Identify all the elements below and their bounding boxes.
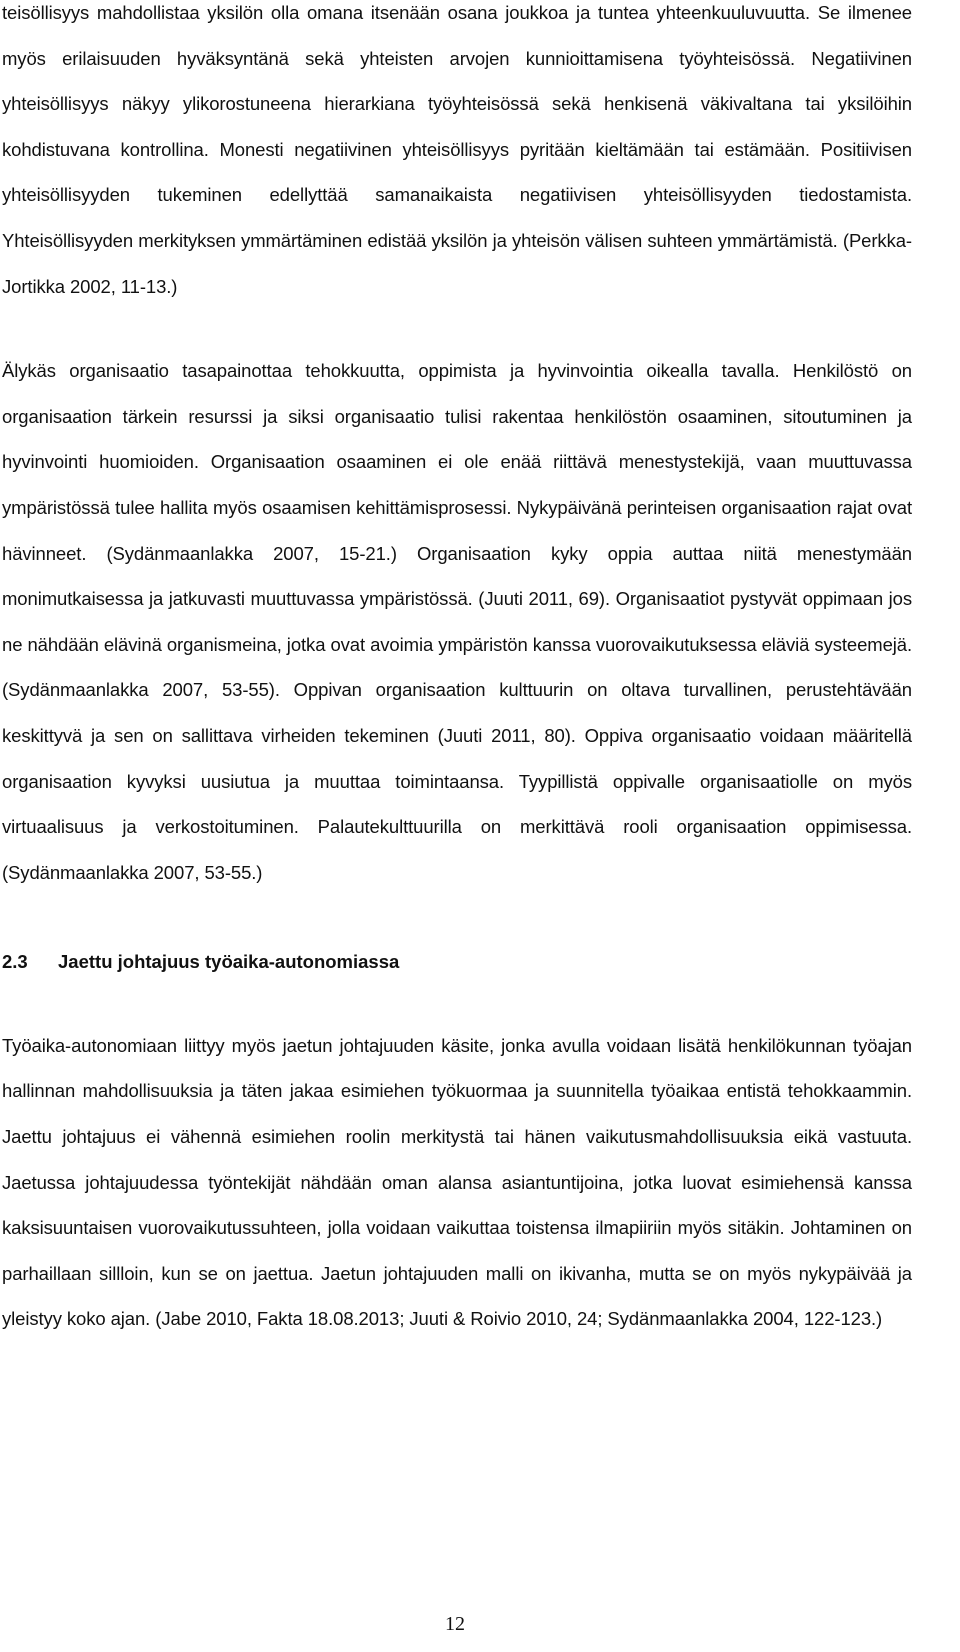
body-paragraph-shared-leadership: Työaika-autonomiaan liittyy myös jaetun johtajuuden käsite, jonka avulla voidaan lisätä henkilökunnan työajan hallinnan mahdollisuuksia ja täten jakaa esimiehen työkuormaa ja suunnitella työaikaa entistä tehokkaammin. Jaettu johtajuus ei vähennä esimiehen roolin merkitystä tai hänen vaikutusmahdollisuuksia eikä vastuuta. Jaetussa johtajuudessa työntekijät nähdään oman alansa asiantuntijoina, jotka luovat esimiehensä kanssa kaksisuuntaisen vuorovaikutussuhteen, jolla voidaan vaikuttaa toistensa ilmapiiriin myös sitäkin. Johtaminen on parhaillaan sillloin, kun se on jaettua. Jaetun johtajuuden malli on ikivanha, mutta se on myös nykypäivää ja yleistyy koko ajan. (Jabe 2010, Fakta 18.08.2013; Juuti & Roivio 2010, 24; Sydänmaanlakka 2004, 122-123.) [2,1034,912,1330]
section-title: Jaettu johtajuus työaika-autonomiassa [58,951,400,973]
page-number: 12 [445,1613,465,1635]
body-paragraph-intelligent-organisation: Älykäs organisaatio tasapainottaa tehokkuutta, oppimista ja hyvinvointia oikealla tavalla. Henkilöstö on organisaation tärkein resurssi ja siksi organisaatio tulisi rakentaa henkilöstön osaaminen, sitoutuminen ja hyvinvointi huomioiden. Organisaation osaaminen ei ole enää riittävä menestystekijä, vaan muuttuvassa ympäristössä tulee hallita myös osaamisen kehittämisprosessi. Nykypäivänä perinteisen organisaation rajat ovat hävinneet. (Sydänmaanlakka 2007, 15-21.) Organisaation kyky oppia auttaa niitä menestymään monimutkaisessa ja jatkuvasti muuttuvassa ympäristössä. (Juuti 2011, 69). Organisaatiot pystyvät oppimaan jos ne nähdään elävinä organismeina, jotka ovat avoimia ympäristön kanssa vuorovaikutuksessa eläviä systeemejä. (Sydänmaanlakka 2007, 53-55). Oppivan organisaation kulttuurin on oltava turvallinen, perustehtävään keskittyvä ja sen on sallittava virheiden tekeminen (Juuti 2011, 80). Oppiva organisaatio voidaan määritellä organisaation kyvyksi uusiutua ja muuttaa toimintaansa. Tyypillistä oppivalle organisaatiolle on myös virtuaalisuus ja verkostoituminen. Palautekulttuurilla on merkittävä rooli organisaation oppimisessa. (Sydänmaanlakka 2007, 53-55.) [2,360,912,883]
section-heading [2,939,912,985]
section-number: 2.3 [2,951,28,973]
body-paragraph-community: teisöllisyys mahdollistaa yksilön olla omana itsenään osana joukkoa ja tuntea yhteenkuuluvuutta. Se ilmenee myös erilaisuuden hyväksyntänä sekä yhteisten arvojen kunnioittamisena työyhteisössä. Negatiivinen yhteisöllisyys näkyy ylikorostuneena hierarkiana työyhteisössä sekä henkisenä väkivaltana tai yksilöihin kohdistuvana kontrollina. Monesti negatiivinen yhteisöllisyys pyritään kieltämään tai estämään. Positiivisen yhteisöllisyyden tukeminen edellyttää samanaikaista negatiivisen yhteisöllisyyden tiedostamista. Yhteisöllisyyden merkityksen ymmärtäminen edistää yksilön ja yhteisön välisen suhteen ymmärtämistä. (Perkka-Jortikka 2002, 11-13.) [2,2,912,297]
page-content [2,0,912,1342]
